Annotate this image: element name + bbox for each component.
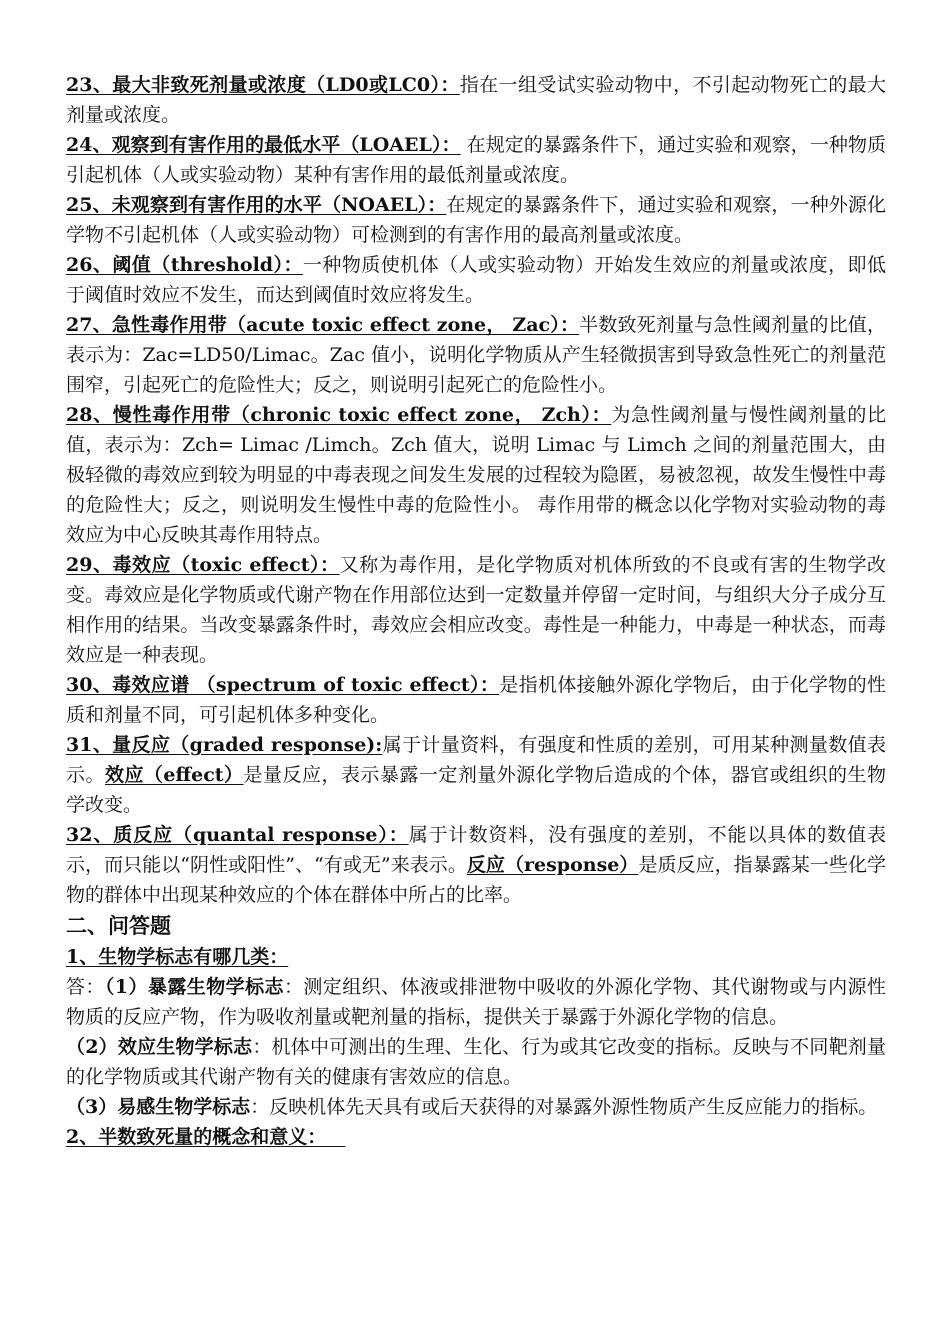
definition-text: 属于计数资料，没有强度的差别，不能以具体的数值表示，而只能以“阴性或阳性”、“有或无”来表示。	[66, 824, 886, 876]
answer-label: （2）效应生物学标志	[66, 1036, 253, 1058]
section-title: 二、问答题	[66, 913, 171, 938]
definition-25	[66, 190, 886, 250]
question-2-title	[66, 1122, 886, 1152]
definition-subtext: 是量反应，表示暴露一定剂量外源化学物后造成的个体，器官或组织的生物学改变。	[66, 764, 886, 816]
definition-text: 在规定的暴露条件下，通过实验和观察，一种外源化学物不引起机体（人或实验动物）可检测到的有害作用的最高剂量或浓度。	[66, 194, 886, 246]
definition-term: 25、未观察到有害作用的水平（NOAEL）：	[66, 194, 447, 216]
definition-text: 为急性阈剂量与慢性阈剂量的比值，表示为：Zch= Limac /Limch。Zch 值大，说明 Limac 与 Limch 之间的剂量范围大，由极轻微的毒效应到较为明显的中毒表现之间发生发展的过程较为隐匿，易被忽视，故发生慢性中毒的危险性大；反之，则说明发生慢性中毒的危险性小。 毒作用带的概念以化学物对实验动物的毒效应为中心反映其毒作用特点。	[66, 404, 886, 546]
definition-23	[66, 70, 886, 130]
definition-term: 27、急性毒作用带（acute toxic effect zone， Zac）：	[66, 314, 580, 336]
answer-item-3	[66, 1092, 886, 1122]
definition-text: 指在一组受试实验动物中，不引起动物死亡的最大剂量或浓度。	[66, 74, 886, 126]
definition-text: 属于计量资料，有强度和性质的差别，可用某种测量数值表示。	[66, 734, 886, 786]
answer-item-2	[66, 1032, 886, 1092]
definition-subterm: 效应（effect）	[104, 764, 244, 786]
definition-text: 在规定的暴露条件下，通过实验和观察，一种物质引起机体（人或实验动物）某种有害作用的最低剂量或浓度。	[66, 134, 887, 186]
answer-item-1	[66, 972, 886, 1032]
question-1-title: 1、生物学标志有哪几类：	[66, 946, 289, 968]
definition-29	[66, 550, 886, 670]
answer-text: ：测定组织、体液或排泄物中吸收的外源化学物、其代谢物或与内源性物质的反应产物，作为吸收剂量或靶剂量的指标，提供关于暴露于外源化学物的信息。	[66, 976, 886, 1028]
definition-text: 半数致死剂量与急性阈剂量的比值，表示为：Zac=LD50/Limac。Zac 值小，说明化学物质从产生轻微损害到导致急性死亡的剂量范围窄，引起死亡的危险性大；反之，则说明引起死亡的危险性小。	[66, 314, 886, 396]
definition-term: 31、量反应（graded response):	[66, 734, 383, 756]
answer-prefix: 答：	[66, 976, 105, 998]
definition-28	[66, 400, 886, 550]
definition-term: 24、观察到有害作用的最低水平（LOAEL）：	[66, 134, 461, 156]
definition-26	[66, 250, 886, 310]
definition-27	[66, 310, 886, 400]
definition-term: 26、阈值（threshold）：	[66, 254, 303, 276]
answer-text: ：机体中可测出的生理、生化、行为或其它改变的指标。反映与不同靶剂量的化学物质或其代谢产物有关的健康有害效应的信息。	[66, 1036, 886, 1088]
document-page	[66, 70, 886, 1152]
definition-24	[66, 130, 886, 190]
answer-text: ：反映机体先天具有或后天获得的对暴露外源性物质产生反应能力的指标。	[250, 1096, 878, 1118]
definition-31	[66, 730, 886, 820]
answer-label: （3）易感生物学标志	[66, 1096, 251, 1118]
answer-label: （1）暴露生物学标志	[104, 976, 284, 998]
definition-term: 30、毒效应谱 （spectrum of toxic effect）：	[66, 674, 500, 696]
definition-30	[66, 670, 886, 730]
definition-32	[66, 820, 886, 910]
question-2-title-text: 2、半数致死量的概念和意义：	[66, 1126, 327, 1148]
definition-subtext: 是质反应，指暴露某一些化学物的群体中出现某种效应的个体在群体中所占的比率。	[66, 854, 886, 906]
definition-subterm: 反应（response）	[466, 854, 639, 876]
definition-text: 一种物质使机体（人或实验动物）开始发生效应的剂量或浓度，即低于阈值时效应不发生，而达到阈值时效应将发生。	[66, 254, 886, 306]
definition-term: 23、最大非致死剂量或浓度（LD0或LC0）：	[66, 74, 460, 96]
definition-term: 32、质反应（quantal response）：	[66, 824, 409, 846]
definition-term: 29、毒效应（toxic effect）：	[66, 554, 340, 576]
definition-text: 是指机体接触外源化学物后，由于化学物的性质和剂量不同，可引起机体多种变化。	[66, 674, 886, 726]
definition-term: 28、慢性毒作用带（chronic toxic effect zone， Zch）：	[66, 404, 612, 426]
definition-text: 又称为毒作用，是化学物质对机体所致的不良或有害的生物学改变。毒效应是化学物质或代谢产物在作用部位达到一定数量并停留一定时间，与组织大分子成分互相作用的结果。当改变暴露条件时，毒效应会相应改变。毒性是一种能力，中毒是一种状态，而毒效应是一种表现。	[66, 554, 886, 666]
